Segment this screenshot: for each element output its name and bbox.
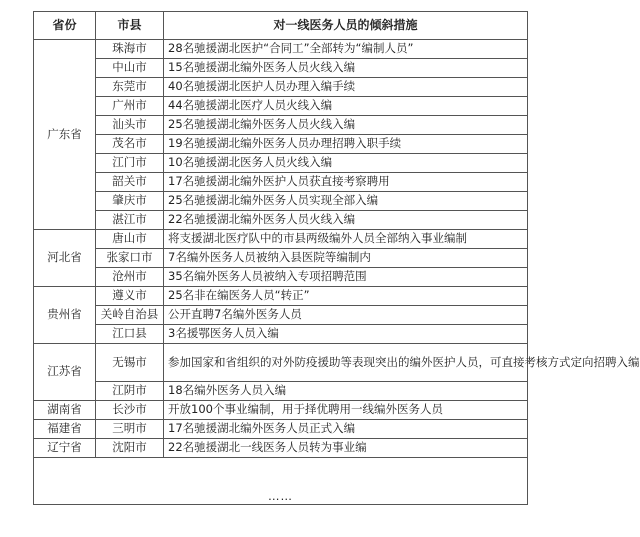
table-row <box>34 192 528 211</box>
measure-cell: 7名编外医务人员被纳入县医院等编制内 <box>164 249 528 268</box>
city-cell: 东莞市 <box>96 78 164 97</box>
policy-table <box>33 11 640 505</box>
province-cell: 贵州省 <box>34 287 96 344</box>
city-cell: 茂名市 <box>96 135 164 154</box>
table-row <box>34 268 528 287</box>
city-cell: 遵义市 <box>96 287 164 306</box>
province-cell: 河北省 <box>34 230 96 287</box>
city-cell: 韶关市 <box>96 173 164 192</box>
city-cell: 肇庆市 <box>96 192 164 211</box>
measure-cell: 开放100个事业编制，用于择优聘用一线编外医务人员 <box>164 401 528 420</box>
city-cell: 江阴市 <box>96 382 164 401</box>
city-cell: 江门市 <box>96 154 164 173</box>
table-row <box>34 249 528 268</box>
city-cell: 中山市 <box>96 59 164 78</box>
city-cell: 沈阳市 <box>96 439 164 458</box>
measure-cell: 22名驰援湖北一线医务人员转为事业编 <box>164 439 528 458</box>
city-cell: 汕头市 <box>96 116 164 135</box>
table-row <box>34 135 528 154</box>
table-row <box>34 97 528 116</box>
city-cell: 珠海市 <box>96 40 164 59</box>
table-body <box>34 40 640 505</box>
measure-cell: 25名非在编医务人员“转正” <box>164 287 528 306</box>
province-cell: 湖南省 <box>34 401 96 420</box>
province-cell: 辽宁省 <box>34 439 96 458</box>
city-cell: 长沙市 <box>96 401 164 420</box>
city-cell: 沧州市 <box>96 268 164 287</box>
city-cell: 湛江市 <box>96 211 164 230</box>
measure-cell: 35名编外医务人员被纳入专项招聘范围 <box>164 268 528 287</box>
table-row <box>34 40 528 59</box>
table-row <box>34 116 528 135</box>
table-row <box>34 154 528 173</box>
table-row <box>34 287 528 306</box>
table-row <box>34 306 528 325</box>
province-cell: 福建省 <box>34 420 96 439</box>
table-row <box>34 420 528 439</box>
measure-cell: 25名驰援湖北编外医务人员火线入编 <box>164 116 528 135</box>
measure-cell: 22名驰援湖北编外医务人员火线入编 <box>164 211 528 230</box>
header-row <box>34 12 528 40</box>
measure-cell: 28名驰援湖北医护“合同工”全部转为“编制人员” <box>164 40 528 59</box>
measure-cell: 公开直聘7名编外医务人员 <box>164 306 528 325</box>
table-row <box>34 230 528 249</box>
measure-cell: 25名驰援湖北编外医务人员实现全部入编 <box>164 192 528 211</box>
table-row <box>34 344 528 382</box>
measure-cell: 40名驰援湖北医护人员办理入编手续 <box>164 78 528 97</box>
province-cell: 江苏省 <box>34 344 96 401</box>
measure-cell: 参加国家和省组织的对外防疫援助等表现突出的编外医护人员，可直接考核方式定向招聘入编 <box>164 344 528 382</box>
ellipsis-row <box>34 458 528 505</box>
city-cell: 江口县 <box>96 325 164 344</box>
ellipsis-cell: …… <box>34 458 528 505</box>
measure-cell: 3名援鄂医务人员入编 <box>164 325 528 344</box>
measure-cell: 19名驰援湖北编外医务人员办理招聘入职手续 <box>164 135 528 154</box>
table-row <box>34 401 528 420</box>
header-measure: 对一线医务人员的倾斜措施 <box>164 12 528 40</box>
table-row <box>34 325 528 344</box>
table-row <box>34 78 528 97</box>
table-row <box>34 211 528 230</box>
city-cell: 无锡市 <box>96 344 164 382</box>
measure-cell: 17名驰援湖北编外医护人员获直接考察聘用 <box>164 173 528 192</box>
header-province: 省份 <box>34 12 96 40</box>
city-cell: 关岭自治县 <box>96 306 164 325</box>
measure-cell: 15名驰援湖北编外医务人员火线入编 <box>164 59 528 78</box>
province-cell: 广东省 <box>34 40 96 230</box>
measure-cell: 18名编外医务人员入编 <box>164 382 528 401</box>
city-cell: 唐山市 <box>96 230 164 249</box>
city-cell: 广州市 <box>96 97 164 116</box>
table-row <box>34 59 528 78</box>
table-row <box>34 382 528 401</box>
measure-cell: 将支援湖北医疗队中的市县两级编外人员全部纳入事业编制 <box>164 230 528 249</box>
header-city: 市县 <box>96 12 164 40</box>
city-cell: 三明市 <box>96 420 164 439</box>
table-row <box>34 439 528 458</box>
table-row <box>34 173 528 192</box>
measure-cell: 10名驰援湖北医务人员火线入编 <box>164 154 528 173</box>
city-cell: 张家口市 <box>96 249 164 268</box>
measure-cell: 17名驰援湖北编外医务人员正式入编 <box>164 420 528 439</box>
measure-cell: 44名驰援湖北医疗人员火线入编 <box>164 97 528 116</box>
